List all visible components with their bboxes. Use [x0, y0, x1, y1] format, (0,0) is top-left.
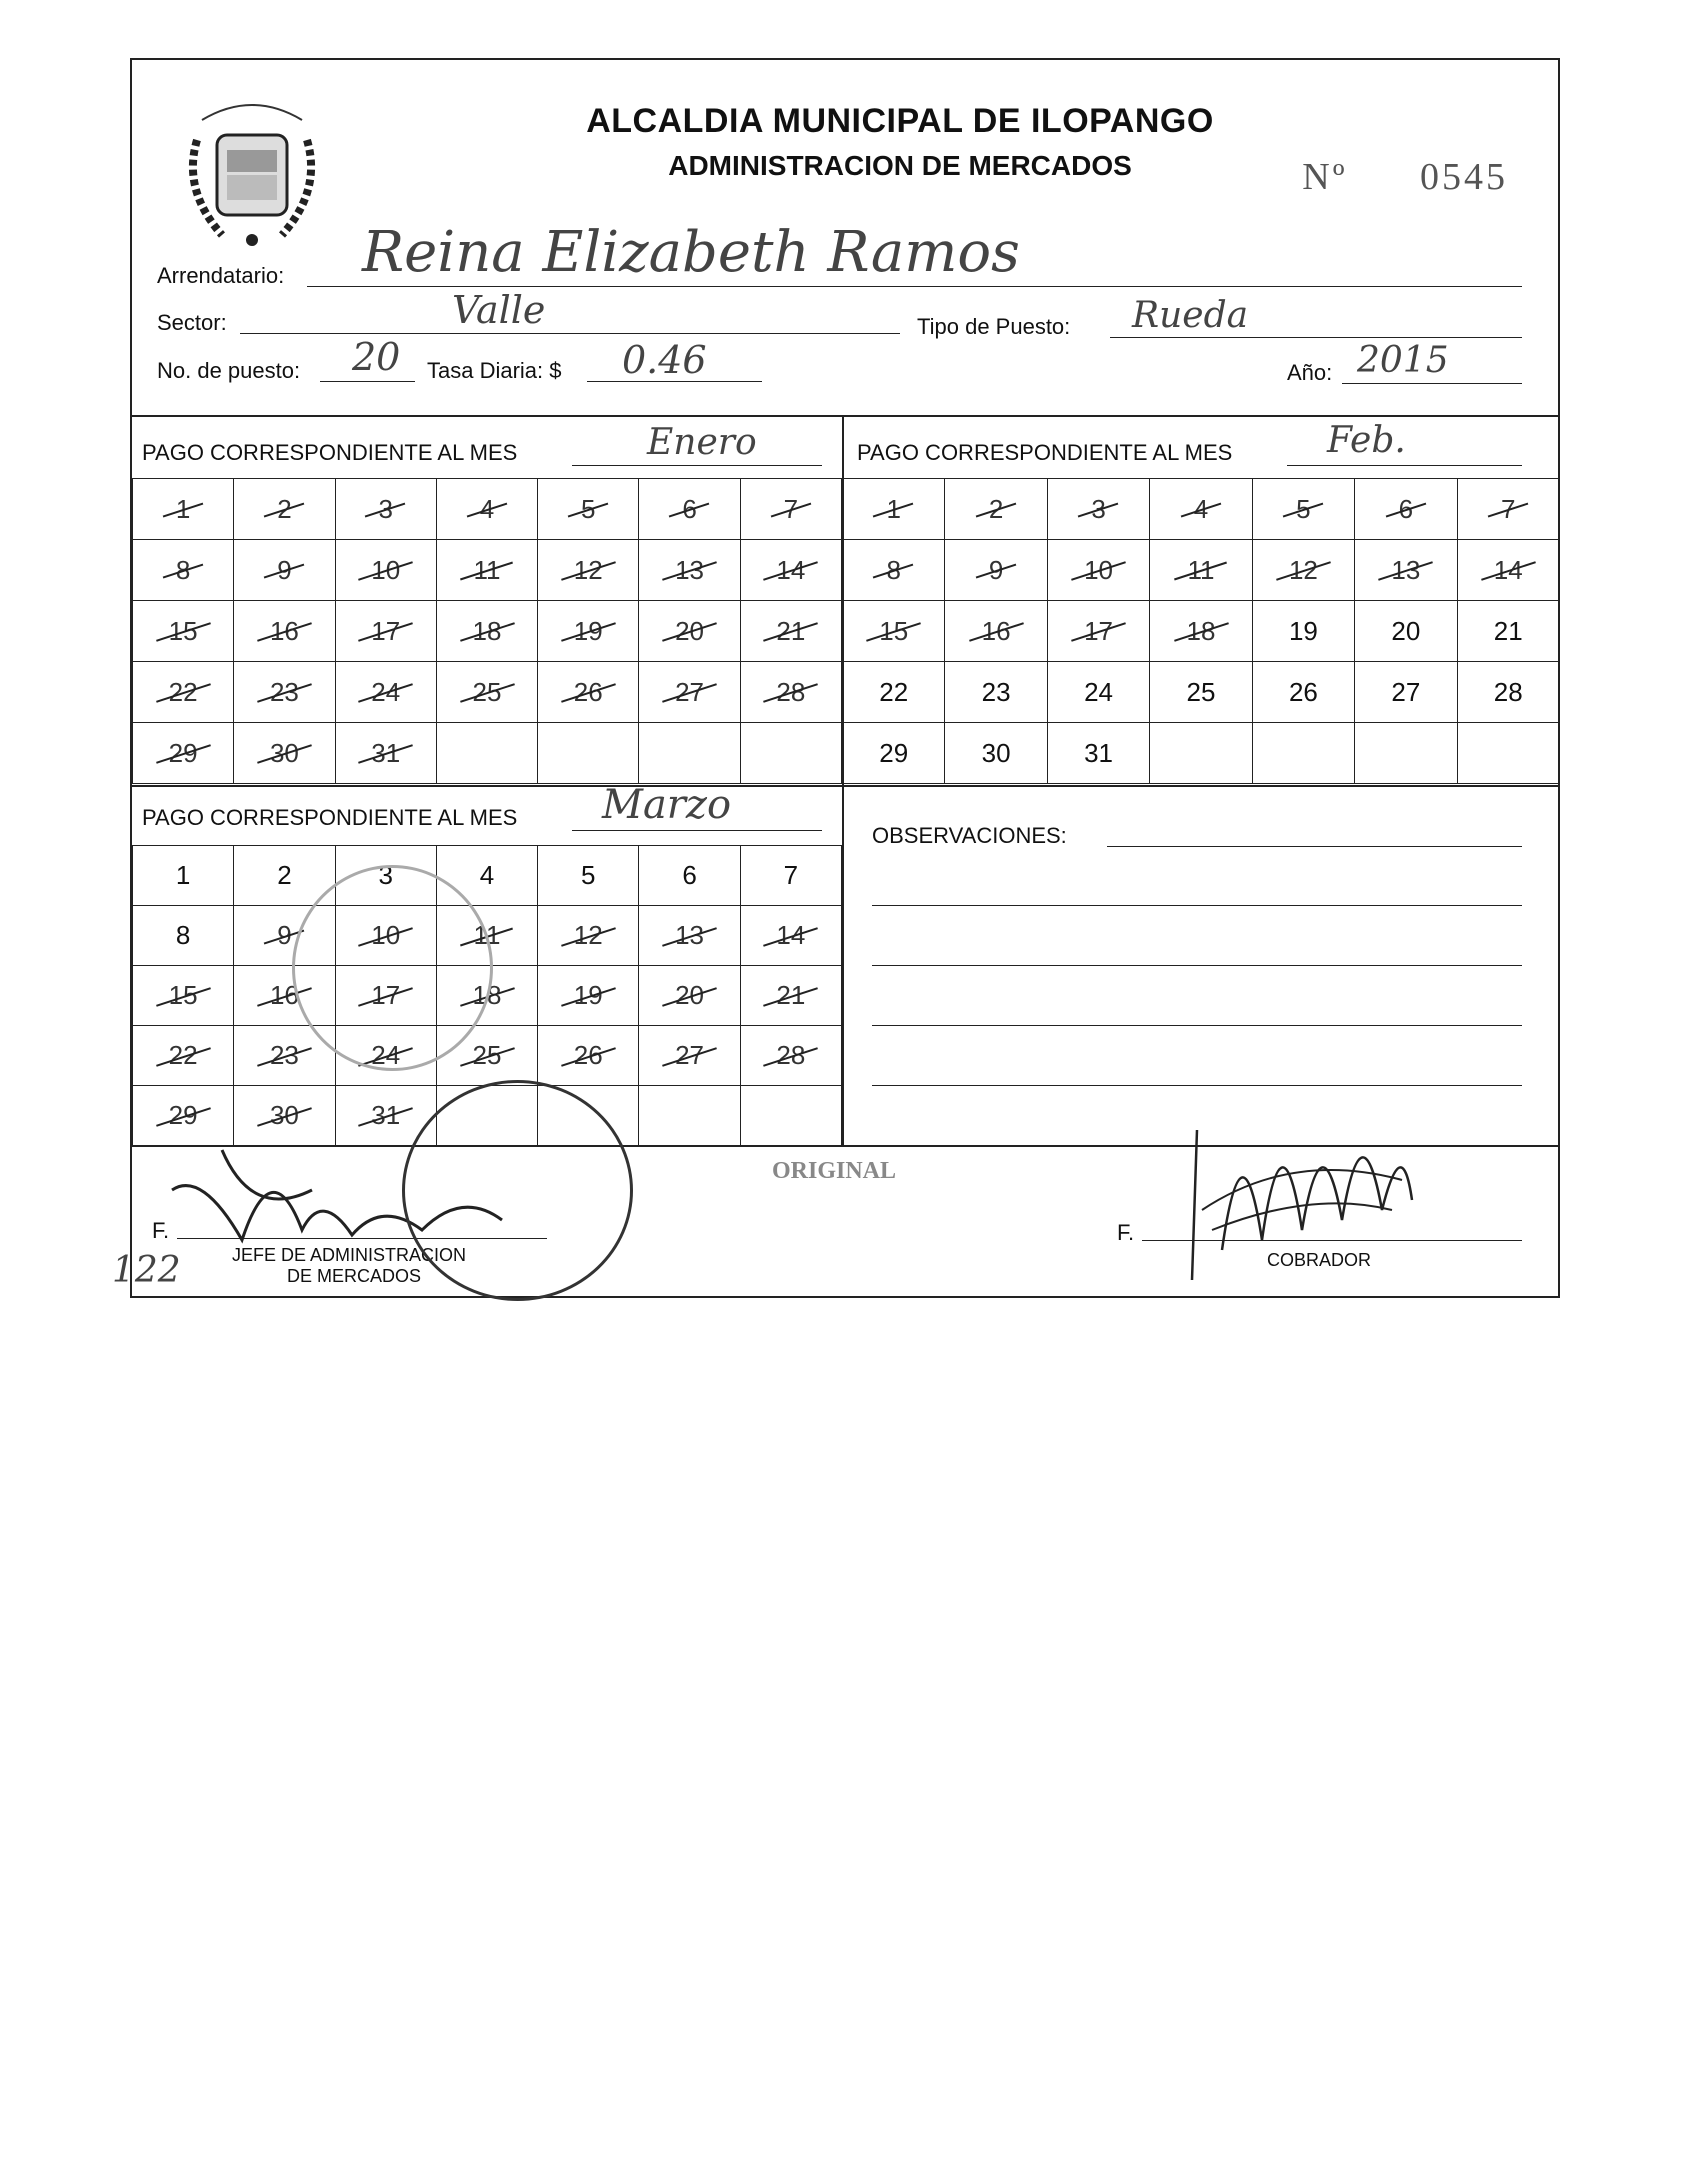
day-number: 19 — [573, 980, 603, 1010]
day-cell — [1355, 479, 1457, 540]
day-cell — [1150, 540, 1252, 601]
day-number: 11 — [473, 554, 501, 585]
day-number: 24 — [371, 676, 401, 707]
day-number: 26 — [1288, 676, 1318, 707]
day-cell — [945, 601, 1047, 662]
day-cell — [1457, 479, 1559, 540]
day-cell — [843, 723, 945, 784]
day-number: 8 — [886, 554, 901, 585]
section-divider — [132, 415, 1558, 417]
day-number: 25 — [1186, 676, 1216, 707]
day-cell — [335, 479, 436, 540]
day-number: 22 — [168, 1040, 198, 1070]
month-grid-2 — [842, 478, 1560, 784]
day-cell — [335, 601, 436, 662]
day-number: 6 — [1398, 493, 1414, 524]
day-cell — [1457, 601, 1559, 662]
day-cell — [538, 1026, 639, 1086]
day-number: 9 — [277, 554, 292, 585]
anio-line — [1342, 383, 1522, 384]
month-label: PAGO CORRESPONDIENTE AL MES — [857, 440, 1233, 465]
day-number: 7 — [783, 860, 799, 890]
day-number: 1 — [886, 493, 901, 524]
day-number: 22 — [168, 676, 198, 707]
sector-label: Sector: — [157, 310, 227, 335]
day-cell — [639, 846, 740, 906]
day-cell — [843, 479, 945, 540]
signature-prefix-left: F. — [152, 1218, 170, 1243]
day-number: 6 — [682, 860, 697, 890]
receipt-number-label: Nº — [1302, 156, 1348, 198]
day-number: 20 — [675, 615, 704, 646]
day-number: 14 — [776, 554, 806, 585]
day-cell — [133, 540, 234, 601]
day-row — [133, 846, 842, 906]
day-number: 30 — [981, 737, 1011, 768]
page-subtitle: ADMINISTRACION DE MERCADOS — [668, 150, 1132, 181]
day-number: 21 — [776, 980, 806, 1010]
day-cell — [1047, 662, 1149, 723]
day-cell — [1457, 723, 1559, 784]
day-number: 30 — [269, 1100, 299, 1130]
day-cell — [133, 846, 234, 906]
day-number: 18 — [472, 615, 502, 646]
day-number: 7 — [783, 493, 799, 524]
day-number: 28 — [1493, 676, 1523, 707]
day-cell — [740, 723, 841, 784]
day-cell — [1355, 601, 1457, 662]
cancelled-stamp — [292, 865, 493, 1071]
day-number: 17 — [371, 615, 401, 646]
day-number: 6 — [682, 493, 697, 524]
day-number: 29 — [168, 1100, 198, 1130]
day-number: 14 — [776, 920, 806, 950]
observaciones-line — [872, 1025, 1522, 1026]
day-cell — [843, 662, 945, 723]
day-number: 29 — [168, 737, 198, 768]
day-number: 25 — [472, 676, 502, 707]
day-number: 19 — [573, 615, 603, 646]
day-number: 28 — [776, 1040, 806, 1070]
day-cell — [436, 601, 537, 662]
day-cell — [843, 601, 945, 662]
day-cell — [538, 906, 639, 966]
day-cell — [740, 966, 841, 1026]
sector-line — [240, 333, 900, 334]
month-heading-3 — [142, 805, 517, 831]
day-number: 23 — [269, 676, 299, 707]
day-cell — [740, 479, 841, 540]
tipo-puesto-line — [1110, 337, 1522, 338]
month-heading-2 — [857, 440, 1232, 466]
arrendatario-value: Reina Elizabeth Ramos — [362, 220, 1020, 285]
day-cell — [335, 540, 436, 601]
day-number: 1 — [175, 493, 191, 524]
day-number: 11 — [1187, 554, 1215, 585]
day-number: 4 — [479, 493, 495, 524]
day-cell — [335, 723, 436, 784]
day-cell — [133, 966, 234, 1026]
day-number: 10 — [371, 554, 401, 585]
day-cell — [1047, 601, 1149, 662]
day-cell — [1047, 723, 1149, 784]
handwritten-note: 122 — [112, 1250, 181, 1291]
day-cell — [1252, 601, 1354, 662]
section-divider — [132, 785, 1558, 787]
month-label: PAGO CORRESPONDIENTE AL MES — [142, 805, 518, 830]
day-cell — [133, 906, 234, 966]
day-cell — [1047, 540, 1149, 601]
day-cell — [1252, 540, 1354, 601]
day-cell — [639, 1026, 740, 1086]
month-grid-1 — [132, 478, 842, 784]
day-row — [133, 723, 842, 784]
observaciones-line — [1107, 846, 1522, 847]
signature-title-left-1: JEFE DE ADMINISTRACION — [232, 1245, 467, 1265]
day-number: 13 — [675, 920, 704, 950]
day-number: 21 — [1493, 615, 1523, 646]
day-number: 27 — [1391, 676, 1421, 707]
day-cell — [1252, 479, 1354, 540]
day-number: 31 — [371, 737, 401, 768]
month-heading-1 — [142, 440, 517, 466]
day-cell — [740, 1086, 841, 1146]
arrendatario-line — [307, 286, 1522, 287]
month-label: PAGO CORRESPONDIENTE AL MES — [142, 440, 518, 465]
day-number: 26 — [573, 676, 603, 707]
month-line — [572, 830, 822, 831]
tasa-label: Tasa Diaria: $ — [427, 358, 562, 383]
day-number: 22 — [879, 676, 909, 707]
day-number: 20 — [675, 980, 704, 1010]
day-cell — [335, 662, 436, 723]
day-number: 5 — [1296, 493, 1311, 524]
day-number: 15 — [168, 980, 198, 1010]
day-number: 2 — [988, 493, 1004, 524]
day-cell — [740, 846, 841, 906]
day-number: 27 — [675, 676, 704, 707]
day-cell — [1457, 540, 1559, 601]
day-number: 11 — [473, 920, 501, 950]
day-number: 24 — [1084, 676, 1114, 707]
day-row — [133, 479, 842, 540]
day-number: 23 — [269, 1040, 299, 1070]
signature-title-right: COBRADOR — [1267, 1250, 1372, 1270]
day-cell — [1252, 662, 1354, 723]
day-row — [133, 1026, 842, 1086]
day-number: 24 — [371, 1040, 401, 1070]
day-cell — [639, 723, 740, 784]
day-cell — [133, 662, 234, 723]
day-number: 10 — [1084, 554, 1114, 585]
day-cell — [639, 601, 740, 662]
puesto-label: No. de puesto: — [157, 358, 301, 383]
day-cell — [234, 540, 335, 601]
day-cell — [538, 479, 639, 540]
day-number: 5 — [581, 860, 596, 890]
observaciones-line — [872, 905, 1522, 906]
anio-label: Año: — [1287, 360, 1333, 385]
day-number: 19 — [1288, 615, 1318, 646]
day-number: 23 — [981, 676, 1011, 707]
arrendatario-label: Arrendatario: — [157, 263, 285, 288]
day-number: 18 — [472, 980, 502, 1010]
day-number: 26 — [573, 1040, 603, 1070]
day-cell — [1150, 479, 1252, 540]
puesto-line — [320, 381, 415, 382]
day-cell — [538, 846, 639, 906]
day-cell — [436, 479, 537, 540]
day-cell — [639, 966, 740, 1026]
month-line — [1287, 465, 1522, 466]
tasa-value: 0.46 — [622, 338, 707, 382]
day-cell — [1150, 662, 1252, 723]
day-cell — [436, 662, 537, 723]
day-number: 3 — [378, 860, 393, 890]
observaciones-label: OBSERVACIONES: — [872, 823, 1067, 848]
day-cell — [1355, 540, 1457, 601]
observaciones-line — [872, 965, 1522, 966]
day-number: 10 — [371, 920, 401, 950]
tipo-puesto-label: Tipo de Puesto: — [917, 314, 1071, 339]
receipt-number-value: 0545 — [1420, 156, 1508, 198]
day-row — [133, 540, 842, 601]
day-number: 27 — [675, 1040, 704, 1070]
day-number: 5 — [581, 493, 596, 524]
day-number: 8 — [175, 920, 191, 950]
department-stamp — [402, 1080, 633, 1301]
market-payment-receipt — [112, 58, 1560, 1298]
day-cell — [538, 540, 639, 601]
day-number: 8 — [175, 554, 191, 585]
day-number: 13 — [1391, 554, 1421, 585]
day-number: 16 — [269, 980, 299, 1010]
day-cell — [538, 601, 639, 662]
day-row — [843, 479, 1560, 540]
day-cell — [843, 540, 945, 601]
day-number: 15 — [168, 615, 198, 646]
month-value: Marzo — [602, 782, 732, 828]
day-cell — [945, 662, 1047, 723]
day-cell — [945, 723, 1047, 784]
day-cell — [133, 601, 234, 662]
day-cell — [234, 601, 335, 662]
signature-title-left-2: DE MERCADOS — [287, 1266, 422, 1286]
day-row — [843, 662, 1560, 723]
day-number: 4 — [1193, 493, 1209, 524]
day-cell — [133, 1026, 234, 1086]
day-number: 30 — [269, 737, 299, 768]
day-cell — [639, 1086, 740, 1146]
day-cell — [1047, 479, 1149, 540]
day-cell — [538, 966, 639, 1026]
signature-prefix-right: F. — [1117, 1220, 1135, 1245]
day-cell — [740, 906, 841, 966]
day-number: 20 — [1391, 615, 1421, 646]
day-cell — [740, 540, 841, 601]
page-title: ALCALDIA MUNICIPAL DE ILOPANGO — [586, 102, 1214, 140]
day-cell — [639, 906, 740, 966]
day-number: 9 — [277, 920, 292, 950]
day-cell — [538, 662, 639, 723]
day-cell — [945, 540, 1047, 601]
day-number: 28 — [776, 676, 806, 707]
day-number: 18 — [1186, 615, 1216, 646]
day-number: 25 — [472, 1040, 502, 1070]
day-number: 15 — [879, 615, 909, 646]
day-cell — [234, 479, 335, 540]
day-cell — [639, 662, 740, 723]
day-number: 31 — [1084, 737, 1114, 768]
day-number: 17 — [1084, 615, 1114, 646]
day-cell — [1355, 662, 1457, 723]
day-number: 16 — [269, 615, 299, 646]
day-cell — [639, 540, 740, 601]
day-number: 12 — [1288, 554, 1318, 585]
day-number: 31 — [371, 1100, 401, 1130]
month-value: Feb. — [1327, 420, 1406, 461]
day-cell — [945, 479, 1047, 540]
day-number: 4 — [479, 860, 495, 890]
day-cell — [1150, 723, 1252, 784]
day-number: 3 — [1091, 493, 1106, 524]
month-value: Enero — [647, 422, 757, 463]
day-cell — [1457, 662, 1559, 723]
day-cell — [740, 1026, 841, 1086]
month-line — [572, 465, 822, 466]
day-number: 12 — [573, 920, 603, 950]
day-number: 17 — [371, 980, 401, 1010]
day-cell — [1252, 723, 1354, 784]
sector-value: Valle — [452, 288, 546, 332]
day-row — [843, 540, 1560, 601]
day-number: 29 — [879, 737, 909, 768]
day-row — [843, 601, 1560, 662]
original-label: ORIGINAL — [772, 1158, 897, 1184]
day-cell — [436, 723, 537, 784]
day-cell — [538, 723, 639, 784]
day-number: 7 — [1501, 493, 1516, 524]
day-cell — [1150, 601, 1252, 662]
day-cell — [133, 479, 234, 540]
day-cell — [740, 601, 841, 662]
day-number: 2 — [277, 493, 292, 524]
day-number: 16 — [981, 615, 1011, 646]
day-number: 13 — [675, 554, 704, 585]
day-row — [133, 662, 842, 723]
day-cell — [740, 662, 841, 723]
day-number: 3 — [378, 493, 393, 524]
day-cell — [1355, 723, 1457, 784]
day-row — [133, 601, 842, 662]
day-number: 2 — [277, 860, 292, 890]
day-number: 9 — [988, 554, 1004, 585]
day-cell — [639, 479, 740, 540]
tipo-puesto-value: Rueda — [1132, 295, 1249, 336]
signature-right-icon — [1172, 1090, 1432, 1290]
day-row — [843, 723, 1560, 784]
anio-value: 2015 — [1357, 340, 1449, 381]
day-cell — [234, 662, 335, 723]
day-cell — [436, 540, 537, 601]
day-cell — [133, 723, 234, 784]
puesto-value: 20 — [352, 335, 401, 379]
receipt-number — [1302, 155, 1508, 199]
day-cell — [234, 723, 335, 784]
day-number: 12 — [573, 554, 603, 585]
day-number: 21 — [776, 615, 806, 646]
observaciones-line — [872, 1085, 1522, 1086]
day-number: 1 — [175, 860, 191, 890]
day-number: 14 — [1493, 554, 1523, 585]
